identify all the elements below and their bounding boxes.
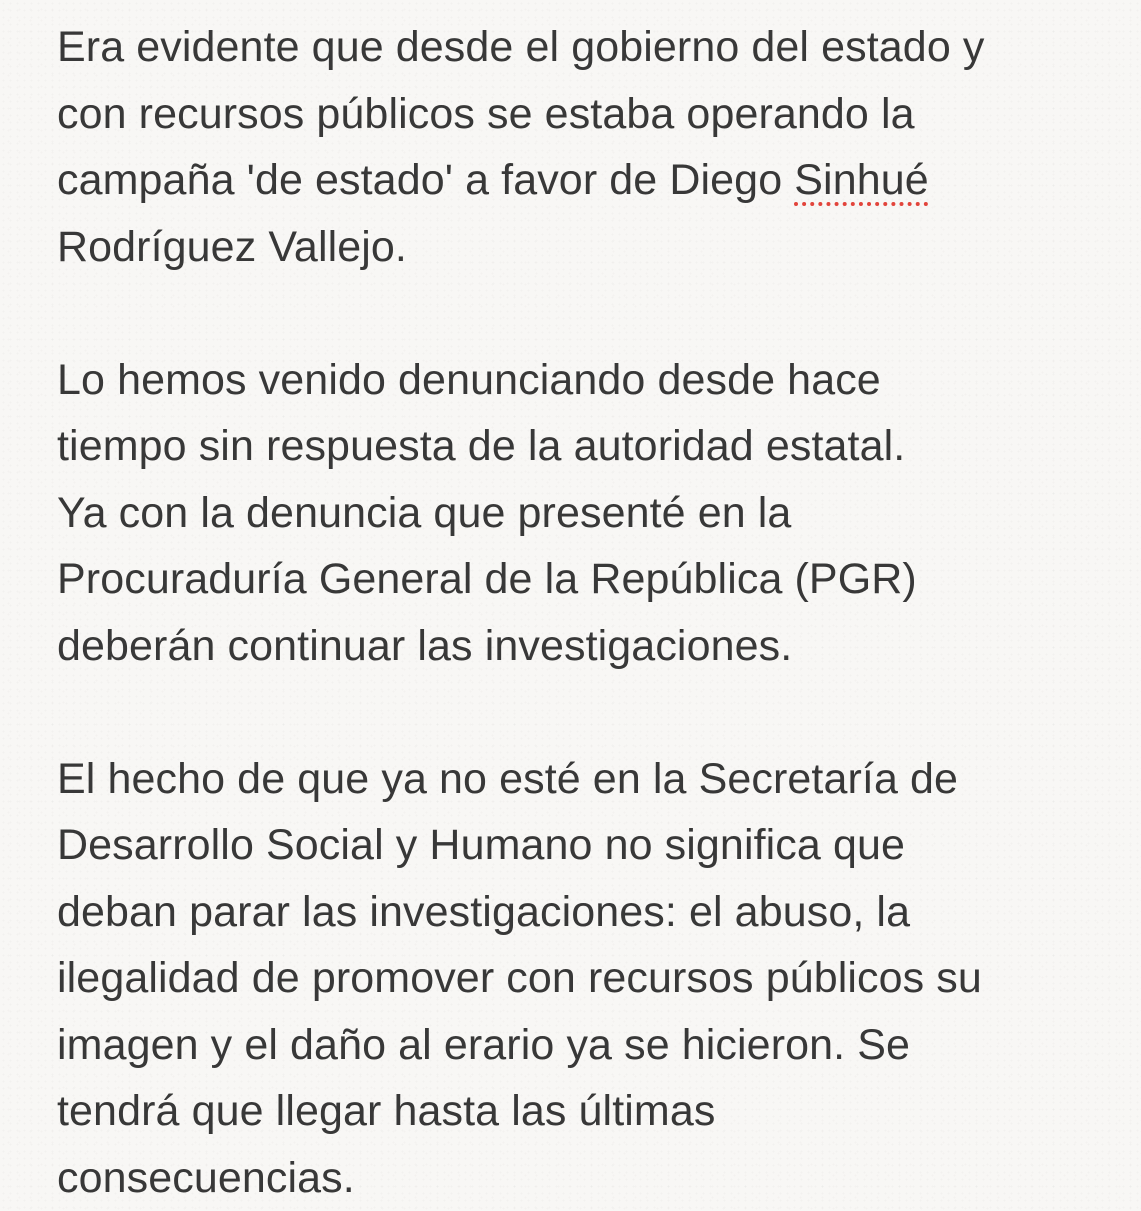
paragraph-spacer [57, 280, 1117, 347]
paragraph-2 [57, 347, 1117, 680]
text-line: Desarrollo Social y Humano no significa que [57, 812, 1117, 879]
text-line: tendrá que llegar hasta las últimas [57, 1078, 1117, 1145]
text-line: ilegalidad de promover con recursos públicos su [57, 945, 1117, 1012]
text-line: consecuencias. [57, 1145, 1117, 1211]
text-line: Procuraduría General de la República (PGR) [57, 546, 1117, 613]
text-line: Era evidente que desde el gobierno del estado y [57, 14, 1117, 81]
text-line: deberán continuar las investigaciones. [57, 613, 1117, 680]
text-line-segment: campaña 'de estado' a favor de Diego [57, 156, 794, 204]
text-line: tiempo sin respuesta de la autoridad estatal. [57, 413, 1117, 480]
note-body[interactable] [57, 14, 1117, 1211]
paragraph-spacer [57, 679, 1117, 746]
text-line: Ya con la denuncia que presenté en la [57, 480, 1117, 547]
text-line: con recursos públicos se estaba operando la [57, 81, 1117, 148]
text-line: El hecho de que ya no esté en la Secretaría de [57, 746, 1117, 813]
text-line: Lo hemos venido denunciando desde hace [57, 347, 1117, 414]
paragraph-3 [57, 746, 1117, 1211]
text-line: deban parar las investigaciones: el abuso, la [57, 879, 1117, 946]
text-line [57, 147, 1117, 214]
spellcheck-flagged-word[interactable]: Sinhué [794, 156, 929, 204]
text-line: imagen y el daño al erario ya se hicieron. Se [57, 1012, 1117, 1079]
text-line: Rodríguez Vallejo. [57, 214, 1117, 281]
paragraph-1 [57, 14, 1117, 280]
